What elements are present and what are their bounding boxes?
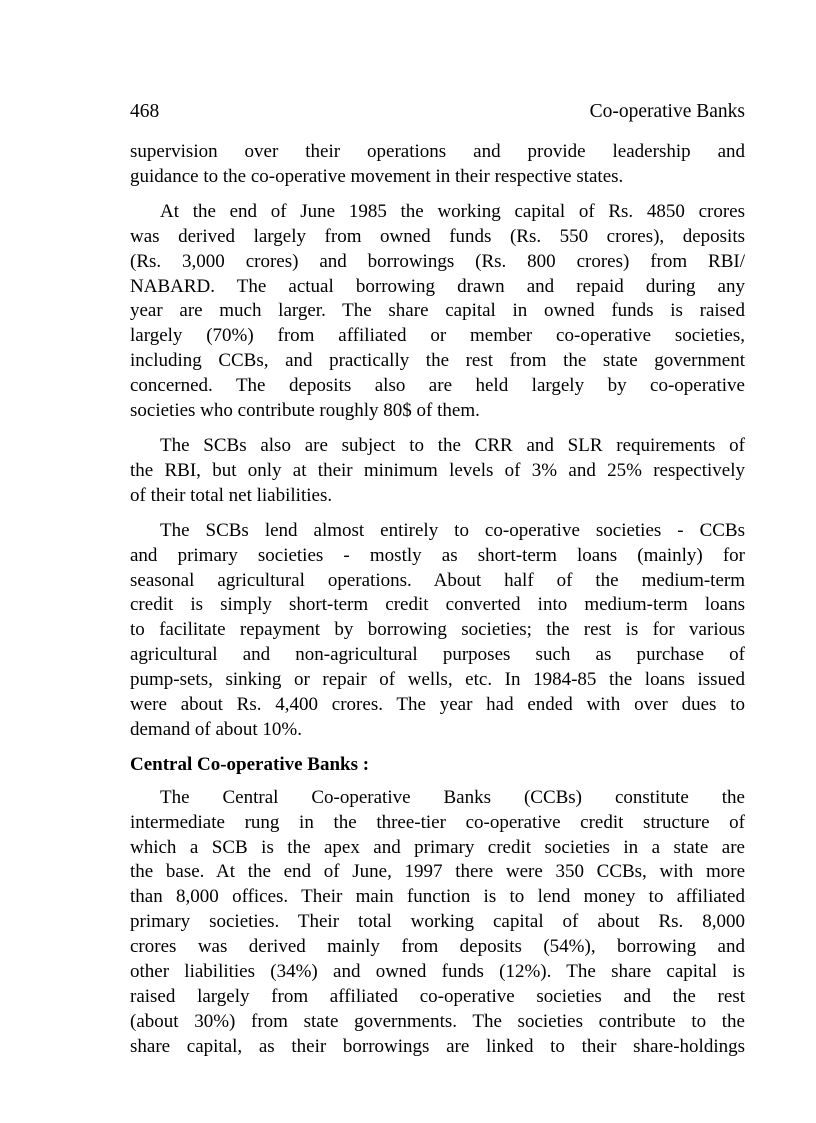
paragraph — [130, 200, 745, 424]
text-line: raised largely from affiliated co-operative societies and the rest — [130, 986, 745, 1007]
page-header — [130, 101, 745, 123]
paragraph — [130, 786, 745, 1060]
text-line: the base. At the end of June, 1997 there were 350 CCBs, with more — [130, 861, 745, 883]
text-line: The Central Co-operative Banks (CCBs) constitute the — [160, 786, 745, 808]
text-line: including CCBs, and practically the rest from the state government — [130, 350, 745, 372]
text-line: supervision over their operations and provide leadership and — [130, 141, 745, 162]
text-line: largely (70%) from affiliated or member co-operative societies, — [130, 325, 745, 347]
text-line: pump-sets, sinking or repair of wells, etc. In 1984-85 the loans issued — [130, 669, 745, 691]
text-line: of their total net liabilities. — [130, 484, 333, 506]
text-line: concerned. The deposits also are held largely by co-operative — [130, 375, 745, 397]
text-line: guidance to the co-operative movement in their respective states. — [130, 165, 624, 187]
text-line: was derived largely from owned funds (Rs. 550 crores), deposits — [130, 225, 745, 247]
text-line: seasonal agricultural operations. About half of the medium-term — [130, 569, 745, 591]
text-line: demand of about 10%. — [130, 718, 303, 740]
text-line: (about 30%) from state governments. The societies contribute to the — [130, 1010, 745, 1032]
text-line: primary societies. Their total working capital of about Rs. 8,000 — [130, 911, 745, 933]
text-line: At the end of June 1985 the working capital of Rs. 4850 crores — [160, 200, 745, 222]
text-line: which a SCB is the apex and primary credit societies in a state are — [130, 836, 745, 858]
text-line: than 8,000 offices. Their main function is to lend money to affiliated — [130, 886, 745, 908]
text-line: to facilitate repayment by borrowing societies; the rest is for various — [130, 619, 745, 641]
text-line: year are much larger. The share capital in owned funds is raised — [130, 300, 745, 322]
page-body — [130, 140, 745, 1070]
page-number: 468 — [130, 101, 160, 122]
text-line: The SCBs also are subject to the CRR and SLR requirements of — [160, 434, 745, 456]
text-line: crores was derived mainly from deposits (54%), borrowing and — [130, 936, 745, 958]
paragraph — [130, 434, 745, 509]
paragraph — [130, 519, 745, 743]
text-line: credit is simply short-term credit converted into medium-term loans — [130, 594, 745, 616]
text-line: NABARD. The actual borrowing drawn and repaid during any — [130, 275, 745, 297]
text-line: The SCBs lend almost entirely to co-operative societies - CCBs — [160, 519, 745, 541]
section-heading: Central Co-operative Banks : — [130, 753, 370, 775]
text-line: other liabilities (34%) and owned funds (12%). The share capital is — [130, 961, 745, 983]
text-line: societies who contribute roughly 80$ of them. — [130, 400, 480, 422]
text-line: (Rs. 3,000 crores) and borrowings (Rs. 800 crores) from RBI/ — [130, 250, 745, 272]
text-line: and primary societies - mostly as short-term loans (mainly) for — [130, 544, 745, 566]
text-line: were about Rs. 4,400 crores. The year had ended with over dues to — [130, 694, 745, 716]
paragraph — [130, 140, 745, 190]
text-line: the RBI, but only at their minimum levels of 3% and 25% respectively — [130, 459, 745, 481]
text-line: intermediate rung in the three-tier co-operative credit structure of — [130, 811, 745, 833]
running-title: Co-operative Banks — [589, 101, 745, 122]
text-line: agricultural and non-agricultural purposes such as purchase of — [130, 644, 745, 666]
text-line: share capital, as their borrowings are linked to their share-holdings — [130, 1035, 745, 1057]
